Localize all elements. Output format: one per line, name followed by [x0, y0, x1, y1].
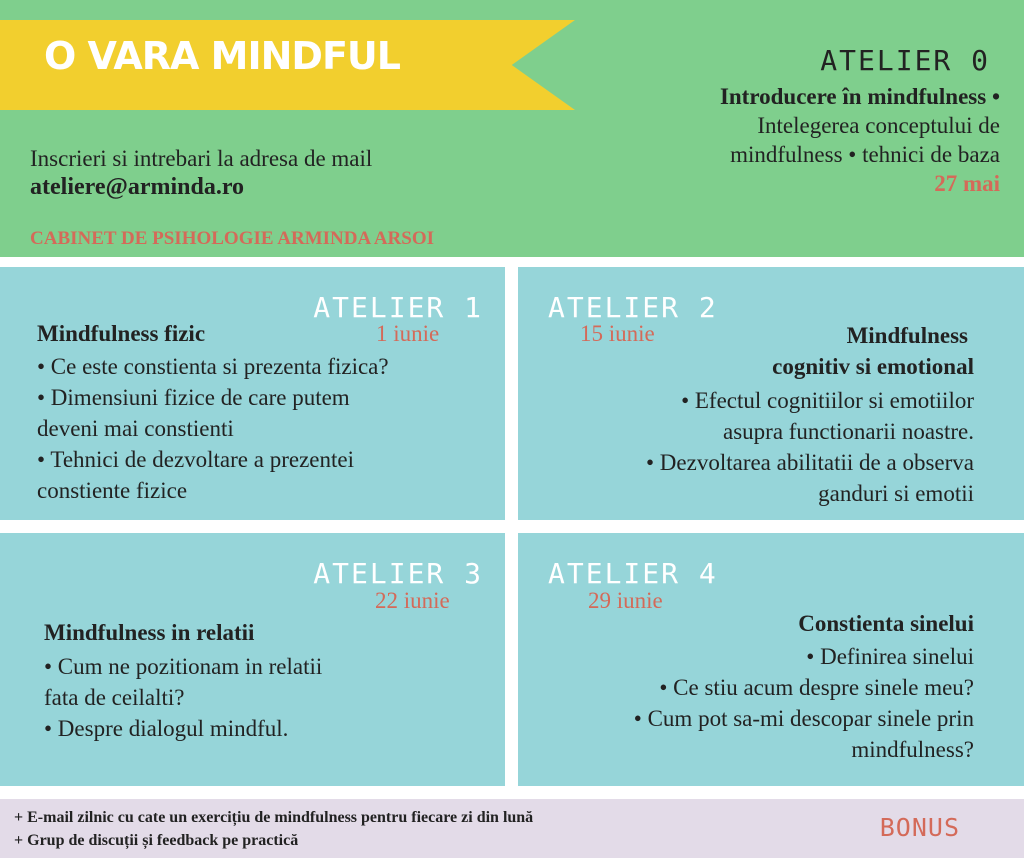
list-item: + E-mail zilnic cu cate un exercițiu de mindfulness pentru fiecare zi din lună — [14, 809, 534, 826]
list-item: deveni mai constienti — [37, 416, 234, 441]
atelier-2-heading: Mindfulness — [846, 323, 968, 348]
cabinet-name: CABINET DE PSIHOLOGIE ARMINDA ARSOI — [30, 228, 435, 249]
atelier-2-heading-line-2: cognitiv si emotional — [772, 354, 974, 379]
atelier-0-line: Intelegerea conceptului de — [757, 113, 1000, 138]
list-item: + Grup de discuții și feedback pe practică — [14, 832, 299, 849]
atelier-0-line: Introducere în mindfulness • — [719, 84, 1000, 109]
list-item: • Ce stiu acum despre sinele meu? — [659, 675, 974, 700]
atelier-3-title: ATELIER 3 — [313, 557, 483, 590]
atelier-2-list — [646, 385, 974, 509]
atelier-0-line: mindfulness • tehnici de baza — [730, 142, 1000, 167]
list-item: • Dezvoltarea abilitatii de a observa — [646, 450, 974, 475]
atelier-2-date: 15 iunie — [580, 321, 655, 346]
contact-text: Inscrieri si intrebari la adresa de mail — [30, 146, 373, 171]
page-title: O VARA MINDFUL — [44, 34, 400, 78]
atelier-3-card — [0, 533, 505, 786]
list-item: • Definirea sinelui — [806, 644, 974, 669]
atelier-2-card — [518, 267, 1024, 520]
atelier-4-card — [518, 533, 1024, 786]
list-item: fata de ceilalti? — [44, 685, 185, 710]
list-item: • Efectul cognitiilor si emotiilor — [681, 388, 974, 413]
atelier-0-title: ATELIER 0 — [820, 44, 990, 77]
bonus-list — [14, 806, 533, 852]
list-item: • Cum ne pozitionam in relatii — [44, 654, 323, 679]
atelier-1-date: 1 iunie — [376, 321, 440, 346]
atelier-4-list — [634, 641, 974, 765]
list-item: mindfulness? — [851, 737, 974, 762]
list-item: constiente fizice — [37, 478, 188, 503]
atelier-1-card — [0, 267, 505, 520]
atelier-0-description — [720, 82, 1000, 198]
atelier-1-heading: Mindfulness fizic — [37, 321, 206, 346]
list-item: • Ce este constienta si prezenta fizica? — [37, 354, 389, 379]
atelier-4-date: 29 iunie — [588, 588, 663, 613]
atelier-3-list — [44, 651, 322, 744]
header-section — [0, 0, 1024, 257]
contact-email: ateliere@arminda.ro — [30, 174, 245, 200]
list-item: asupra functionarii noastre. — [723, 419, 974, 444]
list-item: • Tehnici de dezvoltare a prezentei — [37, 447, 354, 472]
list-item: ganduri si emotii — [818, 481, 974, 506]
list-item: • Dimensiuni fizice de care putem — [37, 385, 350, 410]
list-item: • Cum pot sa-mi descopar sinele prin — [633, 706, 974, 731]
bonus-section — [0, 799, 1024, 858]
atelier-0-date: 27 mai — [934, 171, 1000, 196]
list-item: • Despre dialogul mindful. — [44, 716, 289, 741]
atelier-4-heading: Constienta sinelui — [798, 611, 974, 636]
atelier-3-heading: Mindfulness in relatii — [44, 620, 255, 645]
atelier-1-title: ATELIER 1 — [313, 291, 483, 324]
atelier-2-title: ATELIER 2 — [548, 291, 718, 324]
atelier-4-title: ATELIER 4 — [548, 557, 718, 590]
atelier-1-list — [37, 351, 389, 506]
atelier-3-date: 22 iunie — [375, 588, 450, 613]
bonus-label: BONUS — [879, 813, 960, 842]
